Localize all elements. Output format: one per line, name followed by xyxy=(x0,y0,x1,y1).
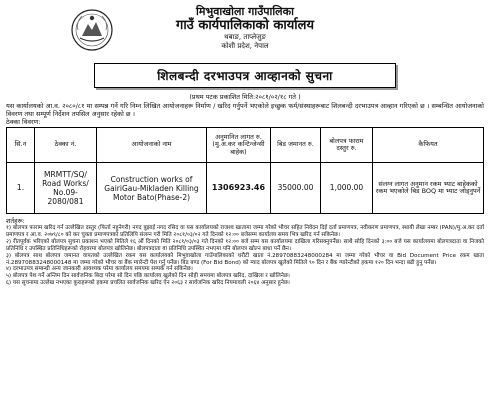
office-address: थबाङ, ताप्लेजुङ xyxy=(224,33,266,41)
conditions-list xyxy=(6,225,484,287)
nepal-emblem-logo xyxy=(70,8,114,52)
condition-item: ४) दरभाउपत्र सम्बन्धी अन्य जानकारी आवश्यक परेमा कार्यालय समयमा सम्पर्क गर्न सकिनेछ। xyxy=(6,266,193,273)
condition-item: ३) बोलपत्र साथ बोलपत्र जमानत वापतको उल्लेखित रकम यस कार्यालयको मिभुवाखोला गाउँपालिकाको धरौटी खाता नं.28970883248000284 मा जम्मा गरेको भौचर वा Bid Document Price रकम खाता नं.28970883248000148 मा जम्मा गरेको भौचर वा बैंक ग्यारेन्टी पेश गर्नु पर्नेछ। बिड बण्ड (For Bid Bond) को म्याद बोलपत्र खुलेको मितिले ९० दिन र बैंक ग्यारेन्टीको हकमा १२० दिन भन्दा बढी हुनु पर्नेछ। xyxy=(6,252,484,266)
table-row xyxy=(7,163,484,214)
condition-item: ५) बोलपत्र पेश गर्ने अन्तिम दिन सार्वजनिक बिदा परेमा सो दिन पछि कार्यालय खुलेको दिन सोही समयमा बोलपत्र खरिद, दाखिला र खोलिनेछ। xyxy=(6,273,290,280)
conditions-title: शर्तहरू: xyxy=(6,217,25,225)
municipality-name: मिभुवाखोला गाउँपालिका xyxy=(196,5,294,18)
condition-item: ६) यस सूचनामा उल्लेख नभएका कुराहरूको हकमा प्रचलित सार्वजनिक खरिद ऐन २०६३ र सार्वजनिक खरिद नियमावली २०६४ अनुसार हुनेछ। xyxy=(6,280,290,287)
office-name: गाउँ कार्यपालिकाको कार्यालय xyxy=(176,18,314,33)
cell-contract-no: MRMTT/SQ/ Road Works/ No.09-2080/081 xyxy=(35,163,97,214)
contract-table xyxy=(6,127,484,214)
intro-paragraph: यस कार्यालयको आ.व. २०८०/८१ मा सम्पन्न गर्ने गरि निम्न लिखित आयोजनाहरू निर्माण / खरिद गर्नुपर्ने भएकोले इच्छुक फर्म/संस्थाहरूबाट शिलबन्दी दरभाउपत्र आव्हान गरिएको छ । सम्बन्धित आयोजनाको विवरण तथा सम्पूर्ण निर्देशन तपसिल अनुसार रहेको छ । xyxy=(6,102,484,118)
contract-details-label: ठेक्का विवरण: xyxy=(6,118,41,126)
cell-sn: 1. xyxy=(7,163,35,214)
header-work-name: आयोजनाको नाम xyxy=(97,128,207,163)
header-remarks: कैफियत xyxy=(373,128,484,163)
cell-estimate: 1306923.46 xyxy=(207,163,271,214)
letterhead xyxy=(6,6,484,58)
header-bid-security: बिड जमानत रु. xyxy=(271,128,321,163)
condition-item: १) बोलपत्र फाराम खरिद गर्न उल्लेखित दस्तुर (फिर्ता नहुनेगरी) नगद बुझाई नगद रसिद वा यस कार्यालयको राजश्व खातामा जम्मा गरेको भौचर सहित निवेदन दिई दर्ता प्रमाणपत्र, नवीकरण प्रमाणपत्र, स्थायी लेखा नम्बर (PAN)/मु.अ.कर दर्ता प्रमाणपत्र र आ.व. २०७९/८० को कर चुक्ता प्रमाणपत्रको प्रतिलिपि संलग्न गरी मिति २०८१/०३/०२ गते दिनको १२:०० बजेसम्म कार्यालय समय भित्र खरिद गर्न सकिनेछ। xyxy=(6,225,484,238)
header-sn: सि.न xyxy=(7,128,35,163)
condition-item: २) रीतपूर्वक भरिएको बोलपत्र सुचना प्रकाशन भएको मितिले १६ औं दिनको मिति २०८१/०३/०३ गते दिनको १२:०० बजे सम्म यस कार्यालयमा दाखिला गरिसक्नुपर्नेछ। साथै सोहि दिनको ३:०० बजे यस कार्यालयमा बोलपत्रदाता वा निजको प्रतिनिधि र उपस्थित प्रतिनिधिहरूको रोहवरमा बोलपत्र खोलिनेछ। बोलपत्रदाता वा प्रतिनिधि उपस्थित नभएमा पनि बोलपत्र खोल्न बाधा पर्ने छैन। xyxy=(6,238,484,252)
cell-work-name: Construction works of GairiGau-Mikladen Killing Motor Bato(Phase-2) xyxy=(97,163,207,214)
cell-form-fee: 1,000.00 xyxy=(321,163,373,214)
header-estimate: अनुमानित लागत रु.(मु.अ.कर कन्टिन्जेन्सी बाहेक) xyxy=(207,128,271,163)
notice-title: शिलबन्दी दरभाउपत्र आव्हानको सुचना xyxy=(94,63,396,88)
header-contract-no: ठेक्का नं. xyxy=(35,128,97,163)
header-form-fee: बोलपत्र फाराम दस्तुर रु. xyxy=(321,128,373,163)
cell-bid-security: 35000.00 xyxy=(271,163,321,214)
publish-date: (प्रथम पटक प्रकाशित मिति:२०८१/०२/१८ गते ) xyxy=(189,93,301,101)
cell-remarks: संलग्न लागत अनुमान रकम भ्याट बाहेकको रकम भएकोले बिड BOQ मा भ्याट जोड्नुपर्ने xyxy=(373,163,484,214)
table-header-row xyxy=(7,128,484,163)
province-name: कोशी प्रदेश, नेपाल xyxy=(221,42,269,50)
